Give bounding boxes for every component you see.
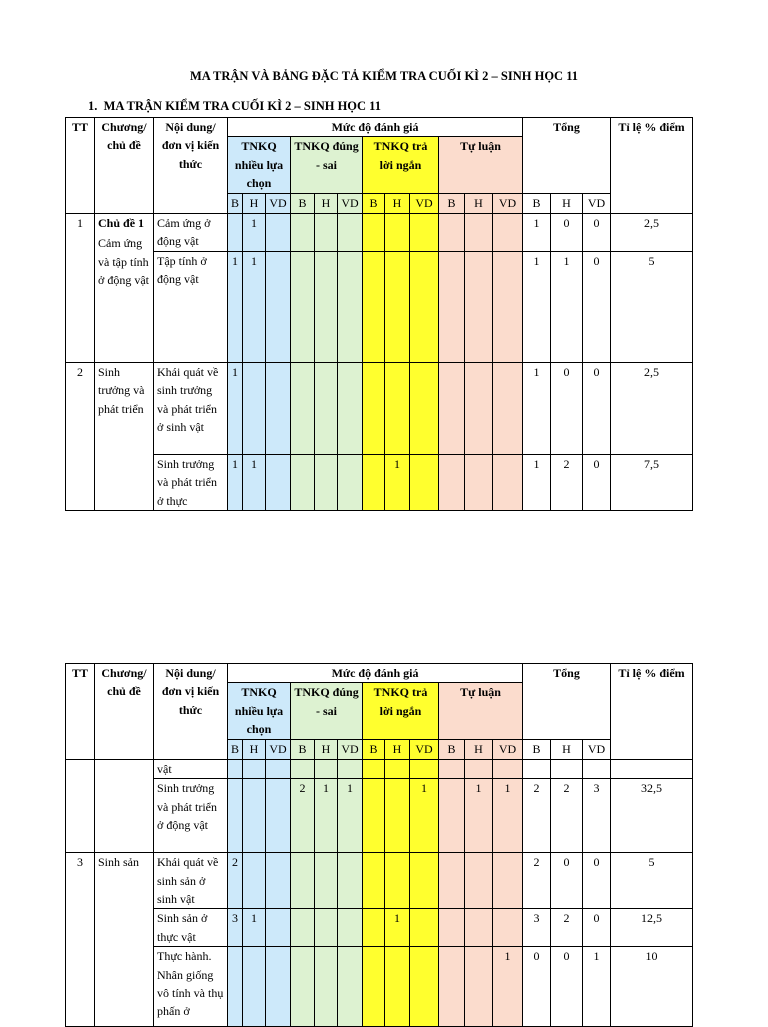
- level-label: VD: [266, 194, 291, 213]
- cell-count: [315, 853, 338, 909]
- level-label: B: [439, 740, 465, 759]
- cell-count: [266, 454, 291, 510]
- matrix-table-1: [65, 117, 693, 511]
- cell-count: [410, 213, 439, 251]
- cell-count: [266, 947, 291, 1027]
- chapter-title: Sinh trưởng và phát triển: [98, 364, 145, 416]
- tong-level-label: H: [551, 194, 583, 213]
- table-row: [66, 947, 693, 1027]
- cell-tong: 1: [523, 251, 551, 362]
- cell-count: [493, 213, 523, 251]
- cell-chuong: [95, 759, 154, 852]
- cell-tong: 0: [551, 947, 583, 1027]
- table-row: [66, 779, 693, 853]
- cell-chuong: [95, 213, 154, 362]
- tong-level-label: B: [523, 740, 551, 759]
- cell-tong: 2: [523, 853, 551, 909]
- cell-count: [363, 251, 385, 362]
- cell-count: [465, 362, 493, 454]
- cell-count: [363, 362, 385, 454]
- cell-ti-le: 7,5: [611, 454, 693, 510]
- cell-count: [291, 909, 315, 947]
- cell-ti-le: 10: [611, 947, 693, 1027]
- cell-tong: 0: [583, 909, 611, 947]
- cell-tong: 2: [551, 779, 583, 853]
- cell-count: [291, 362, 315, 454]
- cell-count: [410, 362, 439, 454]
- cell-count: [439, 362, 465, 454]
- cell-count: [363, 213, 385, 251]
- cell-content: Tập tính ở động vật: [154, 251, 228, 362]
- header-row-top: [66, 664, 693, 683]
- cell-tong: 1: [583, 947, 611, 1027]
- cell-count: [228, 213, 243, 251]
- cell-count: 1: [228, 251, 243, 362]
- cell-tong: 1: [523, 454, 551, 510]
- cell-content: Khái quát về sinh trưởng và phát triển ở sinh vật: [154, 362, 228, 454]
- level-label: H: [385, 740, 410, 759]
- cell-content: Sinh sản ở thực vật: [154, 909, 228, 947]
- cell-count: [439, 213, 465, 251]
- cell-count: [385, 947, 410, 1027]
- cell-count: [266, 759, 291, 778]
- chapter-number: Chủ đề 1: [98, 215, 145, 230]
- level-label: H: [315, 194, 338, 213]
- cell-count: [228, 947, 243, 1027]
- cell-count: [291, 213, 315, 251]
- cell-count: [266, 853, 291, 909]
- cell-ti-le: 5: [611, 853, 693, 909]
- cell-content: Sinh trưởng và phát triển ở thực: [154, 454, 228, 510]
- cell-count: 1: [228, 362, 243, 454]
- cell-count: [493, 454, 523, 510]
- cell-count: [385, 213, 410, 251]
- cell-count: [465, 454, 493, 510]
- cell-tong: 1: [523, 362, 551, 454]
- cell-count: [410, 853, 439, 909]
- tong-level-label: VD: [583, 194, 611, 213]
- header-ti-le: Tỉ lệ % điểm: [611, 118, 693, 214]
- header-tong: Tổng: [523, 118, 611, 194]
- cell-ti-le: 12,5: [611, 909, 693, 947]
- cell-content: Thực hành. Nhân giống vô tính và thụ phấn ở: [154, 947, 228, 1027]
- header-ti-le: Tỉ lệ % điểm: [611, 664, 693, 760]
- cell-count: [493, 759, 523, 778]
- cell-count: 1: [243, 454, 266, 510]
- level-label: B: [291, 740, 315, 759]
- cell-count: [243, 947, 266, 1027]
- cell-count: [338, 909, 363, 947]
- cell-count: [338, 454, 363, 510]
- header-tt: TT: [66, 118, 95, 214]
- cell-tong: 0: [583, 213, 611, 251]
- header-noi-dung: Nội dung/đơn vị kiến thức: [154, 664, 228, 760]
- cell-ti-le: [611, 759, 693, 778]
- level-label: H: [243, 194, 266, 213]
- cell-count: [315, 759, 338, 778]
- cell-count: 1: [465, 779, 493, 853]
- cell-count: [291, 454, 315, 510]
- cell-tt: 1: [66, 213, 95, 362]
- level-label: H: [385, 194, 410, 213]
- tong-level-label: B: [523, 194, 551, 213]
- cell-tong: 0: [583, 454, 611, 510]
- cell-count: [385, 251, 410, 362]
- cell-tong: 1: [523, 213, 551, 251]
- level-label: B: [228, 194, 243, 213]
- cell-tong: 2: [523, 779, 551, 853]
- cell-tong: 3: [523, 909, 551, 947]
- table-row: [66, 213, 693, 251]
- cell-count: 1: [385, 909, 410, 947]
- level-label: VD: [493, 740, 523, 759]
- cell-chuong: [95, 362, 154, 510]
- cell-count: [266, 213, 291, 251]
- cell-tt: [66, 759, 95, 852]
- cell-tong: 3: [583, 779, 611, 853]
- cell-count: [338, 759, 363, 778]
- level-label: VD: [410, 740, 439, 759]
- cell-content: Sinh trưởng và phát triển ở động vật: [154, 779, 228, 853]
- table-row: [66, 759, 693, 778]
- cell-count: [338, 362, 363, 454]
- cell-tong: 0: [583, 251, 611, 362]
- cell-content: Khái quát về sinh sản ở sinh vật: [154, 853, 228, 909]
- table-row: [66, 454, 693, 510]
- cell-tong: [551, 759, 583, 778]
- group-tnkq-dung-sai: TNKQ đúng - sai: [291, 683, 363, 740]
- chapter-title: Cảm ứng và tập tính ở động vật: [98, 236, 150, 288]
- cell-count: [315, 909, 338, 947]
- header-chuong: Chương/ chủ đề: [95, 664, 154, 760]
- cell-count: [315, 362, 338, 454]
- cell-count: [363, 853, 385, 909]
- chapter-title: Sinh sản: [98, 855, 140, 870]
- cell-count: [228, 759, 243, 778]
- header-chuong: Chương/ chủ đề: [95, 118, 154, 214]
- cell-count: [243, 362, 266, 454]
- tong-level-label: VD: [583, 740, 611, 759]
- cell-count: [465, 947, 493, 1027]
- cell-count: 2: [291, 779, 315, 853]
- cell-count: [315, 947, 338, 1027]
- level-label: B: [363, 194, 385, 213]
- cell-tong: 1: [551, 251, 583, 362]
- cell-count: [493, 251, 523, 362]
- cell-tt: 3: [66, 853, 95, 1027]
- cell-tong: 0: [523, 947, 551, 1027]
- cell-count: [315, 454, 338, 510]
- cell-count: [465, 759, 493, 778]
- cell-count: [410, 759, 439, 778]
- cell-content: Cảm ứng ở động vật: [154, 213, 228, 251]
- level-label: H: [243, 740, 266, 759]
- cell-count: [439, 251, 465, 362]
- matrix-table-2: [65, 663, 693, 1027]
- table-row: [66, 909, 693, 947]
- cell-count: [493, 909, 523, 947]
- cell-count: [363, 909, 385, 947]
- cell-count: [338, 213, 363, 251]
- cell-count: 1: [410, 779, 439, 853]
- header-muc-do: Mức độ đánh giá: [228, 118, 523, 137]
- cell-tong: [583, 759, 611, 778]
- header-tong: Tổng: [523, 664, 611, 740]
- cell-count: [338, 251, 363, 362]
- cell-tong: 0: [551, 853, 583, 909]
- cell-ti-le: 2,5: [611, 213, 693, 251]
- cell-count: [338, 853, 363, 909]
- cell-count: [493, 362, 523, 454]
- level-label: H: [465, 194, 493, 213]
- level-label: VD: [266, 740, 291, 759]
- cell-count: [266, 909, 291, 947]
- header-row-top: [66, 118, 693, 137]
- cell-count: 1: [315, 779, 338, 853]
- cell-count: [439, 909, 465, 947]
- cell-tong: [523, 759, 551, 778]
- cell-count: 1: [338, 779, 363, 853]
- cell-count: [385, 853, 410, 909]
- cell-tong: 2: [551, 454, 583, 510]
- cell-content: vật: [154, 759, 228, 778]
- cell-count: [243, 779, 266, 853]
- cell-count: 3: [228, 909, 243, 947]
- cell-count: [363, 779, 385, 853]
- level-label: VD: [493, 194, 523, 213]
- cell-count: 1: [493, 779, 523, 853]
- cell-count: 1: [493, 947, 523, 1027]
- cell-count: [385, 362, 410, 454]
- header-muc-do: Mức độ đánh giá: [228, 664, 523, 683]
- cell-ti-le: 2,5: [611, 362, 693, 454]
- level-label: B: [228, 740, 243, 759]
- group-tnkq-tra-loi-ngan: TNKQ trả lời ngắn: [363, 683, 439, 740]
- level-label: B: [291, 194, 315, 213]
- cell-tong: 0: [551, 362, 583, 454]
- cell-count: [385, 779, 410, 853]
- cell-count: [439, 853, 465, 909]
- level-label: VD: [338, 740, 363, 759]
- cell-count: 1: [228, 454, 243, 510]
- header-tt: TT: [66, 664, 95, 760]
- table-row: [66, 251, 693, 362]
- cell-count: [410, 909, 439, 947]
- cell-count: [266, 251, 291, 362]
- cell-chuong: [95, 853, 154, 1027]
- cell-count: [410, 947, 439, 1027]
- cell-count: [243, 759, 266, 778]
- cell-count: [439, 454, 465, 510]
- cell-count: [291, 251, 315, 362]
- cell-count: [315, 213, 338, 251]
- cell-count: [315, 251, 338, 362]
- cell-count: [291, 759, 315, 778]
- cell-count: [266, 779, 291, 853]
- cell-count: [291, 853, 315, 909]
- cell-count: [410, 251, 439, 362]
- cell-count: [228, 779, 243, 853]
- cell-count: 1: [385, 454, 410, 510]
- group-tu-luan: Tự luận: [439, 683, 523, 740]
- cell-count: [493, 853, 523, 909]
- section-title: MA TRẬN KIỂM TRA CUỐI KÌ 2 – SINH HỌC 11: [103, 99, 381, 113]
- cell-count: [243, 853, 266, 909]
- cell-count: 1: [243, 251, 266, 362]
- section-number: 1.: [88, 99, 98, 113]
- section-heading: [88, 99, 381, 114]
- tong-level-label: H: [551, 740, 583, 759]
- cell-count: [363, 759, 385, 778]
- cell-tong: 0: [551, 213, 583, 251]
- cell-ti-le: 5: [611, 251, 693, 362]
- cell-count: [385, 759, 410, 778]
- cell-count: [465, 909, 493, 947]
- header-noi-dung: Nội dung/đơn vị kiến thức: [154, 118, 228, 214]
- cell-count: [266, 362, 291, 454]
- level-label: B: [439, 194, 465, 213]
- cell-count: [439, 947, 465, 1027]
- group-tnkq-tra-loi-ngan: TNKQ trả lời ngắn: [363, 137, 439, 194]
- cell-count: [410, 454, 439, 510]
- table-row: [66, 853, 693, 909]
- level-label: H: [465, 740, 493, 759]
- cell-tong: 2: [551, 909, 583, 947]
- cell-count: [465, 213, 493, 251]
- cell-count: [465, 853, 493, 909]
- cell-count: [338, 947, 363, 1027]
- group-tnkq-dung-sai: TNKQ đúng - sai: [291, 137, 363, 194]
- cell-count: [363, 454, 385, 510]
- cell-tong: 0: [583, 362, 611, 454]
- cell-count: [465, 251, 493, 362]
- cell-count: [439, 759, 465, 778]
- level-label: VD: [410, 194, 439, 213]
- cell-count: [363, 947, 385, 1027]
- cell-tong: 0: [583, 853, 611, 909]
- cell-count: [439, 779, 465, 853]
- cell-count: 1: [243, 909, 266, 947]
- level-label: B: [363, 740, 385, 759]
- level-label: H: [315, 740, 338, 759]
- level-label: VD: [338, 194, 363, 213]
- group-tu-luan: Tự luận: [439, 137, 523, 194]
- cell-tt: 2: [66, 362, 95, 510]
- group-tnkq-nhieu-lua-chon: TNKQ nhiều lựa chọn: [228, 137, 291, 194]
- cell-count: [291, 947, 315, 1027]
- cell-ti-le: 32,5: [611, 779, 693, 853]
- group-tnkq-nhieu-lua-chon: TNKQ nhiều lựa chọn: [228, 683, 291, 740]
- cell-count: 1: [243, 213, 266, 251]
- table-row: [66, 362, 693, 454]
- document-title: MA TRẬN VÀ BẢNG ĐẶC TẢ KIỂM TRA CUỐI KÌ 2 – SINH HỌC 11: [189, 69, 579, 83]
- cell-count: 2: [228, 853, 243, 909]
